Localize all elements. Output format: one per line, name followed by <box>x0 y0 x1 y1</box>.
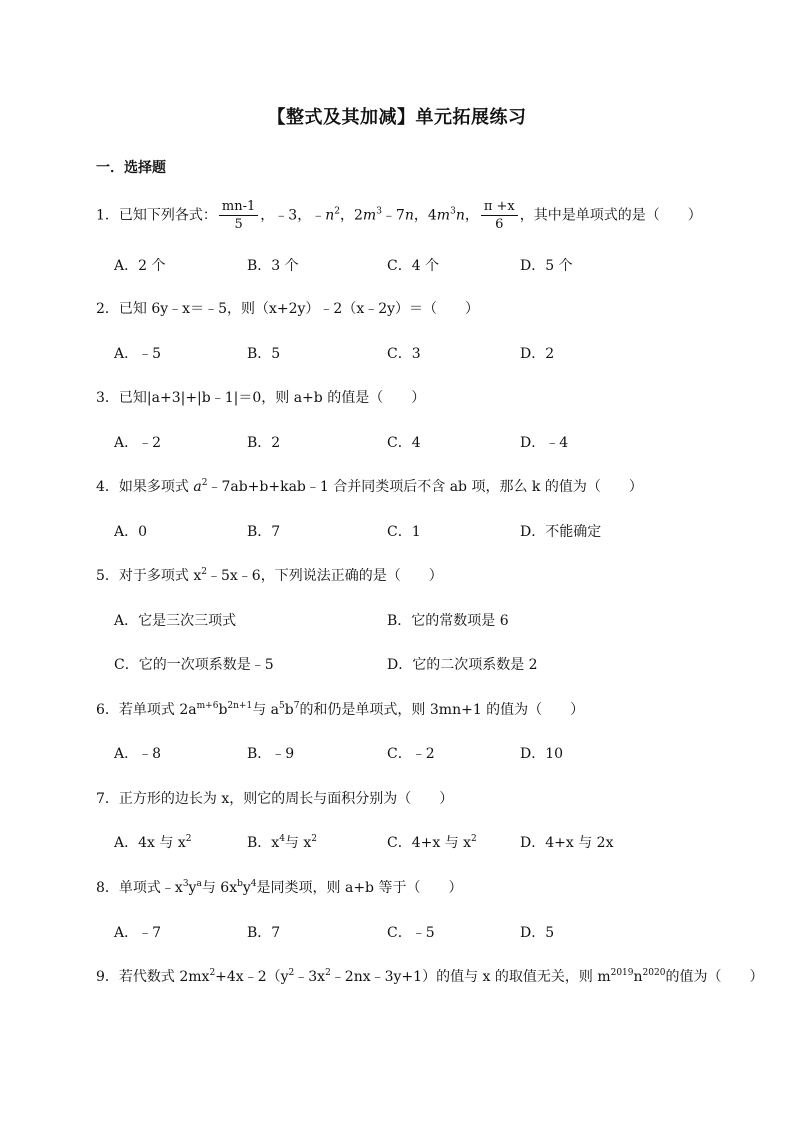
q7-sup: 2 <box>311 834 318 844</box>
q7-option-a[interactable] <box>114 833 191 853</box>
q3-option-c[interactable]: C．4 <box>387 435 421 451</box>
q8-option-b[interactable]: B．7 <box>247 925 281 941</box>
q7-sup: 2 <box>185 834 192 844</box>
q6-option-a[interactable]: A．﹣8 <box>114 746 162 762</box>
section-heading: 一．选择题 <box>96 160 166 176</box>
page-title: 【整式及其加减】单元拓展练习 <box>267 107 527 128</box>
q4-var: a <box>193 479 202 495</box>
q1-term: n <box>325 207 335 224</box>
q1-fraction-1-denominator: 5 <box>234 217 243 232</box>
q9-sup: 2020 <box>642 968 666 978</box>
q6-option-d[interactable]: D．10 <box>520 746 564 762</box>
question-9 <box>96 967 763 987</box>
q5-text: 5．对于多项式 x <box>96 568 202 584</box>
q9-text: +4x﹣2（y <box>215 969 289 985</box>
q4-text: ﹣7ab+b+kab﹣1 合并同类项后不含 ab 项，那么 k 的值为（ ） <box>207 479 643 495</box>
q1-sup: 3 <box>376 206 382 217</box>
q1-fraction-1-numerator: mn-1 <box>219 198 258 216</box>
question-3: 3．已知|a+3|+|b﹣1|＝0，则 a+b 的值是（ ） <box>96 390 426 406</box>
q7-option-c[interactable] <box>387 833 477 853</box>
q5-option-a[interactable]: A．它是三次三项式 <box>114 613 237 629</box>
q5-option-d[interactable]: D．它的二次项系数是 2 <box>387 657 538 673</box>
q4-option-c[interactable]: C．1 <box>387 524 421 540</box>
q7-option-d[interactable]: D．4+x 与 2x <box>520 835 614 851</box>
question-2: 2．已知 6y﹣x＝﹣5，则（x+2y）﹣2（x﹣2y）＝（ ） <box>96 301 480 317</box>
q5-sup: 2 <box>201 567 207 577</box>
q9-text: ﹣2nx﹣3y+1）的值与 x 的取值无关，则 m <box>330 969 611 985</box>
q8-sup: b <box>237 879 243 889</box>
q9-text: 9．若代数式 2mx <box>96 969 210 985</box>
q2-option-d[interactable]: D．2 <box>520 346 555 362</box>
q8-option-a[interactable]: A．﹣7 <box>114 925 162 941</box>
q1-option-d[interactable]: D．5 个 <box>520 258 573 274</box>
q8-text: 与 6x <box>201 880 238 896</box>
q9-text: 的值为（ ） <box>665 969 764 985</box>
q9-text: ﹣3x <box>294 969 326 985</box>
q1-term: ，2 <box>339 207 363 224</box>
q4-text: 4．如果多项式 <box>96 479 194 495</box>
q6-sup: 2n+1 <box>227 701 253 711</box>
q1-fraction-2-numerator: π +x <box>481 198 518 216</box>
q4-option-a[interactable]: A．0 <box>114 524 148 540</box>
q8-option-d[interactable]: D．5 <box>520 925 555 941</box>
q1-term: m <box>362 207 377 224</box>
q1-option-b[interactable]: B．3 个 <box>247 258 299 274</box>
q5-text: ﹣5x﹣6，下列说法正确的是（ ） <box>207 568 443 584</box>
question-4 <box>96 477 643 497</box>
q1-option-a[interactable]: A．2 个 <box>114 258 166 274</box>
q4-option-b[interactable]: B．7 <box>247 524 281 540</box>
q9-sup: 2019 <box>610 968 634 978</box>
q6-text: 的和仍是单项式，则 3mn+1 的值为（ ） <box>299 702 585 718</box>
q9-sup: 2 <box>288 968 295 978</box>
q2-option-a[interactable]: A．﹣5 <box>114 346 162 362</box>
q1-sup: 2 <box>334 206 340 217</box>
q8-text: y <box>242 880 251 896</box>
q6-option-b[interactable]: B．﹣9 <box>247 746 295 762</box>
q1-term: m <box>436 207 451 224</box>
q1-term: ， <box>464 207 479 224</box>
q6-sup: m+6 <box>196 701 219 711</box>
q7-option-c-text: C．4+x 与 x <box>387 835 472 851</box>
question-5 <box>96 566 443 586</box>
q1-term: ﹣7 <box>381 207 405 224</box>
q1-sup: 3 <box>450 206 456 217</box>
q6-sup: 7 <box>293 701 300 711</box>
q7-option-b-text: 与 x <box>284 835 312 851</box>
q1-mid: ，﹣3，﹣ <box>260 207 326 224</box>
q6-text: 6．若单项式 2a <box>96 702 197 718</box>
q9-sup: 2 <box>325 968 331 978</box>
question-7: 7．正方形的边长为 x，则它的周长与面积分别为（ ） <box>96 791 454 807</box>
q1-term: n <box>404 207 414 224</box>
q3-option-a[interactable]: A．﹣2 <box>114 435 162 451</box>
q1-prefix: 已知下列各式： <box>118 207 217 224</box>
q6-text: 与 a <box>252 702 279 718</box>
q8-option-c[interactable]: C．﹣5 <box>387 925 435 941</box>
q8-sup: 3 <box>182 879 189 889</box>
q3-option-d[interactable]: D．﹣4 <box>520 435 569 451</box>
q1-term: n <box>455 207 465 224</box>
q1-fraction-1 <box>219 198 258 233</box>
q6-text: b <box>218 702 228 718</box>
question-6 <box>96 700 584 720</box>
q6-option-c[interactable]: C．﹣2 <box>387 746 435 762</box>
q8-text: 8．单项式﹣x <box>96 880 183 896</box>
q7-sup: 2 <box>471 834 477 844</box>
q8-text: 是同类项，则 a+b 等于（ ） <box>256 880 463 896</box>
q1-fraction-2 <box>481 198 518 233</box>
q7-option-b[interactable] <box>247 833 317 853</box>
q8-text: y <box>188 880 197 896</box>
q1-number: 1． <box>96 207 119 224</box>
q3-option-b[interactable]: B．2 <box>247 435 281 451</box>
q2-option-c[interactable]: C．3 <box>387 346 421 362</box>
q4-sup: 2 <box>201 478 208 488</box>
q7-sup: 4 <box>279 834 285 844</box>
q9-text: n <box>633 969 643 985</box>
q1-option-c[interactable]: C．4 个 <box>387 258 440 274</box>
q1-term: ，4 <box>413 207 437 224</box>
q6-sup: 5 <box>279 701 285 711</box>
q8-sup: a <box>196 879 202 889</box>
q7-option-b-text: B．x <box>247 835 280 851</box>
q8-sup: 4 <box>250 879 257 889</box>
question-1 <box>96 198 702 233</box>
q9-sup: 2 <box>209 968 216 978</box>
q7-option-a-text: A．4x 与 x <box>114 835 186 851</box>
q5-option-b[interactable]: B．它的常数项是 6 <box>387 613 509 629</box>
q4-option-d[interactable]: D．不能确定 <box>520 524 602 540</box>
q1-suffix: ，其中是单项式的是（ ） <box>519 207 702 224</box>
q6-text: b <box>284 702 294 718</box>
q2-option-b[interactable]: B．5 <box>247 346 281 362</box>
q1-fraction-2-denominator: 6 <box>495 217 504 232</box>
question-8 <box>96 878 462 898</box>
q5-option-c[interactable]: C．它的一次项系数是﹣5 <box>114 657 274 673</box>
